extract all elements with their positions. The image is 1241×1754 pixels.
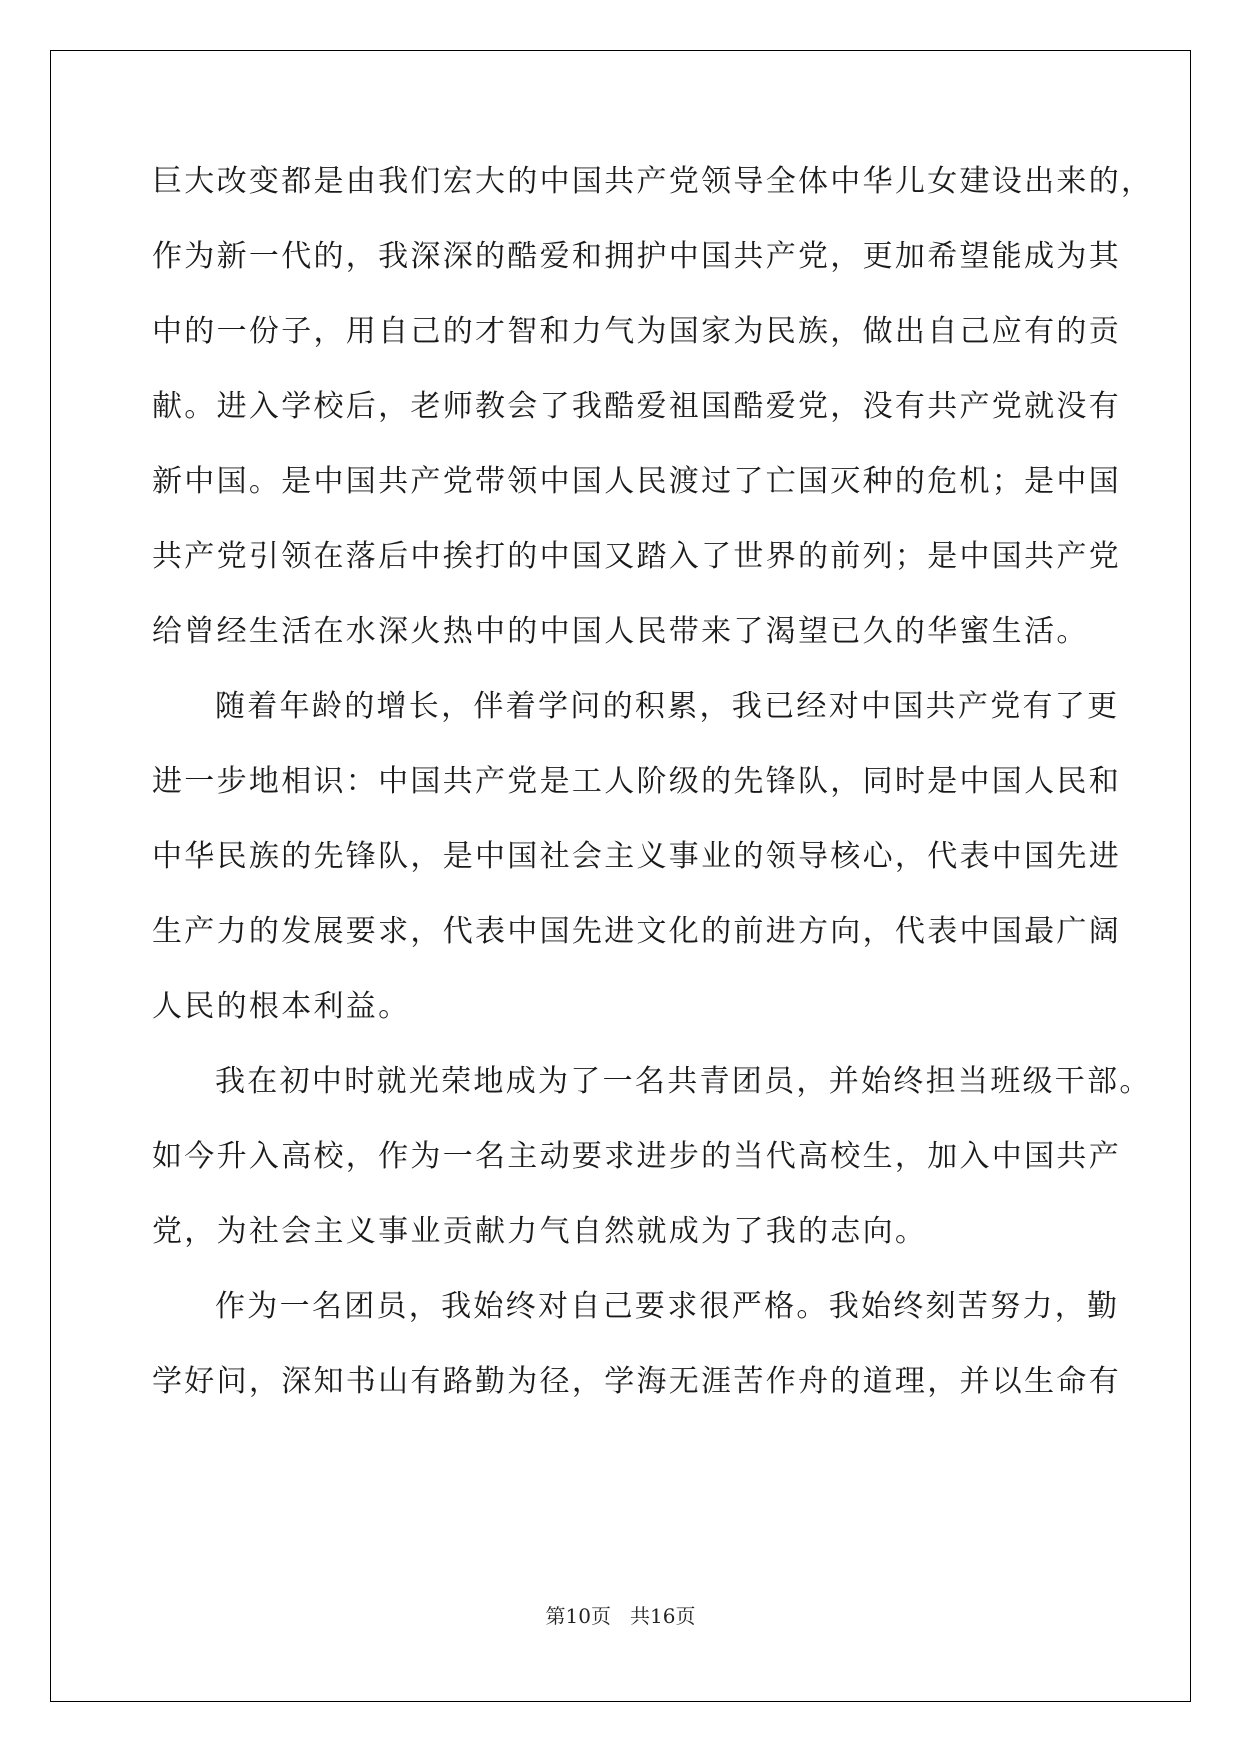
text-line: 我在初中时就光荣地成为了一名共青团员，并始终担当班级干部。 [215, 1064, 1152, 1099]
text-line: 随着年龄的增长，伴着学问的积累，我已经对中国共产党有了更 [215, 689, 1120, 724]
total-label-suffix: 页 [675, 1604, 696, 1628]
text-line: 献。进入学校后，老师教会了我酷爱祖国酷爱党，没有共产党就没有 [152, 389, 1121, 424]
text-line: 中华民族的先锋队，是中国社会主义事业的领导核心，代表中国先进 [152, 839, 1121, 874]
text-line: 巨大改变都是由我们宏大的中国共产党领导全体中华儿女建设出来的， [152, 164, 1154, 199]
text-line: 新中国。是中国共产党带领中国人民渡过了亡国灭种的危机；是中国 [152, 464, 1121, 499]
text-line: 作为一名团员，我始终对自己要求很严格。我始终刻苦努力，勤 [215, 1289, 1120, 1324]
text-line: 如今升入高校，作为一名主动要求进步的当代高校生，加入中国共产 [152, 1139, 1121, 1174]
text-line: 作为新一代的，我深深的酷爱和拥护中国共产党，更加希望能成为其 [152, 239, 1121, 274]
total-label-prefix: 共 [630, 1604, 651, 1628]
page-footer [0, 1600, 1241, 1629]
text-line: 中的一份子，用自己的才智和力气为国家为民族，做出自己应有的贡 [152, 314, 1121, 349]
text-line: 人民的根本利益。 [152, 989, 411, 1024]
document-body [152, 162, 1154, 1437]
total-pages: 16 [650, 1604, 676, 1628]
text-line: 进一步地相识：中国共产党是工人阶级的先锋队，同时是中国人民和 [152, 764, 1121, 799]
text-line: 生产力的发展要求，代表中国先进文化的前进方向，代表中国最广阔 [152, 914, 1121, 949]
text-line: 共产党引领在落后中挨打的中国又踏入了世界的前列；是中国共产党 [152, 539, 1121, 574]
page-number: 10 [565, 1604, 591, 1628]
page-label-prefix: 第 [545, 1604, 566, 1628]
text-line: 学好问，深知书山有路勤为径，学海无涯苦作舟的道理，并以生命有 [152, 1364, 1121, 1399]
page-label-suffix: 页 [590, 1604, 611, 1628]
text-line: 党，为社会主义事业贡献力气自然就成为了我的志向。 [152, 1214, 928, 1249]
text-line: 给曾经生活在水深火热中的中国人民带来了渴望已久的华蜜生活。 [152, 614, 1089, 649]
